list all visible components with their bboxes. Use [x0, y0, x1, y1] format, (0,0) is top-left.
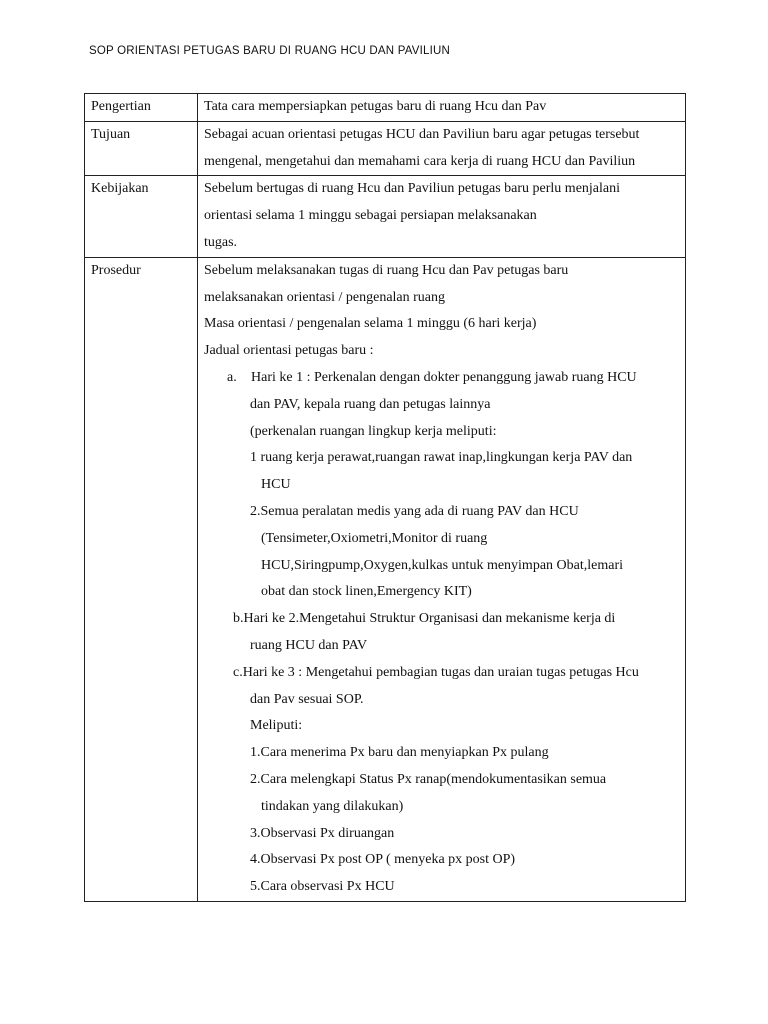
- text-line: 2.Cara melengkapi Status Px ranap(mendokumentasikan semua: [250, 771, 607, 787]
- list-item-day-3: c.Hari ke 3 : Mengetahui pembagian tugas dan uraian tugas petugas Hcu: [233, 664, 639, 680]
- list-marker: a.: [227, 369, 237, 385]
- text-line: Masa orientasi / pengenalan selama 1 minggu (6 hari kerja): [204, 316, 537, 332]
- row-label-tujuan: Tujuan: [85, 121, 198, 176]
- list-item-day-2: b.Hari ke 2.Mengetahui Struktur Organisasi dan mekanisme kerja di: [233, 611, 616, 627]
- text-line: 4.Observasi Px post OP ( menyeka px post OP): [250, 852, 516, 868]
- text-line: Sebelum bertugas di ruang Hcu dan Paviliun petugas baru perlu menjalani: [204, 181, 621, 197]
- text-line: 3.Observasi Px diruangan: [250, 825, 395, 841]
- text-line: 1.Cara menerima Px baru dan menyiapkan Px pulang: [250, 745, 549, 761]
- row-content-tujuan: [198, 121, 686, 176]
- text-line: obat dan stock linen,Emergency KIT): [261, 584, 472, 600]
- text-line: ruang HCU dan PAV: [250, 637, 368, 653]
- text-line: Sebagai acuan orientasi petugas HCU dan Paviliun baru agar petugas tersebut: [204, 126, 640, 142]
- list-item-day-1: [204, 365, 679, 392]
- text-line: HCU: [261, 477, 291, 493]
- text-line: 1 ruang kerja perawat,ruangan rawat inap,lingkungan kerja PAV dan: [250, 450, 633, 466]
- text-line: Meliputi:: [250, 718, 303, 734]
- text-line: dan Pav sesuai SOP.: [250, 691, 364, 707]
- table-row-pengertian: [85, 94, 686, 122]
- row-label-pengertian: Pengertian: [85, 94, 198, 122]
- text-line: (Tensimeter,Oxiometri,Monitor di ruang: [261, 530, 488, 546]
- text-line: mengenal, mengetahui dan memahami cara kerja di ruang HCU dan Paviliun: [204, 153, 636, 169]
- text-line: Hari ke 1 : Perkenalan dengan dokter penanggung jawab ruang HCU: [251, 369, 637, 385]
- document-title: SOP ORIENTASI PETUGAS BARU DI RUANG HCU DAN PAVILIUN: [89, 45, 450, 57]
- text-line: orientasi selama 1 minggu sebagai persiapan melaksanakan: [204, 208, 537, 224]
- text-line: Jadual orientasi petugas baru :: [204, 343, 374, 359]
- text-line: melaksanakan orientasi / pengenalan ruang: [204, 289, 446, 305]
- text-line: 2.Semua peralatan medis yang ada di ruang PAV dan HCU: [250, 503, 579, 519]
- text-line: (perkenalan ruangan lingkup kerja meliputi:: [250, 423, 497, 439]
- table-row-kebijakan: [85, 176, 686, 257]
- text-line: dan PAV, kepala ruang dan petugas lainnya: [250, 396, 491, 412]
- text-line: Tata cara mempersiapkan petugas baru di ruang Hcu dan Pav: [204, 99, 547, 114]
- table-row-tujuan: [85, 121, 686, 176]
- row-label-kebijakan: Kebijakan: [85, 176, 198, 257]
- row-content-prosedur: [198, 257, 686, 901]
- text-line: Sebelum melaksanakan tugas di ruang Hcu dan Pav petugas baru: [204, 262, 569, 278]
- text-line: tugas.: [204, 234, 238, 250]
- row-label-prosedur: Prosedur: [85, 257, 198, 901]
- text-line: 5.Cara observasi Px HCU: [250, 879, 395, 895]
- sop-table: [84, 93, 686, 902]
- text-line: HCU,Siringpump,Oxygen,kulkas untuk menyimpan Obat,lemari: [261, 557, 624, 573]
- table-row-prosedur: [85, 257, 686, 901]
- row-content-kebijakan: [198, 176, 686, 257]
- text-line: tindakan yang dilakukan): [261, 798, 404, 814]
- row-content-pengertian: [198, 94, 686, 122]
